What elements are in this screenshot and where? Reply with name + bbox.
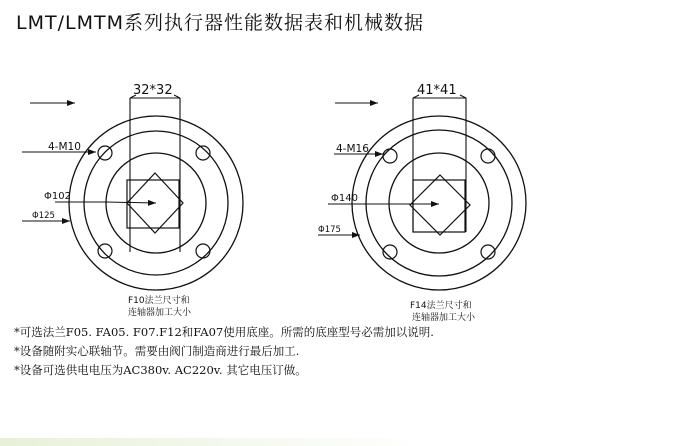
dimension-label: 41*41 <box>417 83 457 98</box>
bolt-label: 4-M10 <box>48 141 81 153</box>
notes-list <box>14 323 434 380</box>
page-title: LMT/LMTM系列执行器性能数据表和机械数据 <box>16 12 424 34</box>
bolt-hole <box>196 244 210 258</box>
bolt-hole <box>383 149 397 163</box>
flange-caption-line2: 连轴器加工大小 <box>128 308 192 318</box>
note-item: *设备随附实心联轴节。需要由阀门制造商进行最后加工. <box>14 344 300 358</box>
bolt-label: 4-M16 <box>336 143 369 155</box>
outer-circle <box>352 116 526 290</box>
bolt-hole <box>481 149 495 163</box>
flange-caption-line1: F14法兰尺寸和 <box>410 301 472 311</box>
shaft-diamond <box>410 175 470 235</box>
note-item: *可选法兰F05. FA05. F07.F12和FA07使用底座。所需的底座型号必需加以说明. <box>14 325 434 339</box>
shaft-square <box>413 180 465 232</box>
inner-circle <box>389 153 489 253</box>
bolt-hole <box>98 244 112 258</box>
mid-diameter-label: Φ140 <box>331 193 358 204</box>
outer-diameter-label: Φ175 <box>318 225 341 235</box>
note-item: *设备可选供电电压为AC380v. AC220v. 其它电压订做。 <box>14 363 307 377</box>
flange-caption-line2: 连轴器加工大小 <box>412 313 476 323</box>
bottom-strip <box>0 438 700 446</box>
bolt-circle <box>366 130 512 276</box>
shaft-square <box>127 180 179 228</box>
mid-diameter-label: Φ102 <box>44 191 71 202</box>
flange-f14 <box>318 83 526 323</box>
flange-caption-line1: F10法兰尺寸和 <box>128 296 190 306</box>
dimension-label: 32*32 <box>133 83 173 98</box>
outer-diameter-label: Φ125 <box>32 211 55 221</box>
flange-f10 <box>22 83 243 318</box>
